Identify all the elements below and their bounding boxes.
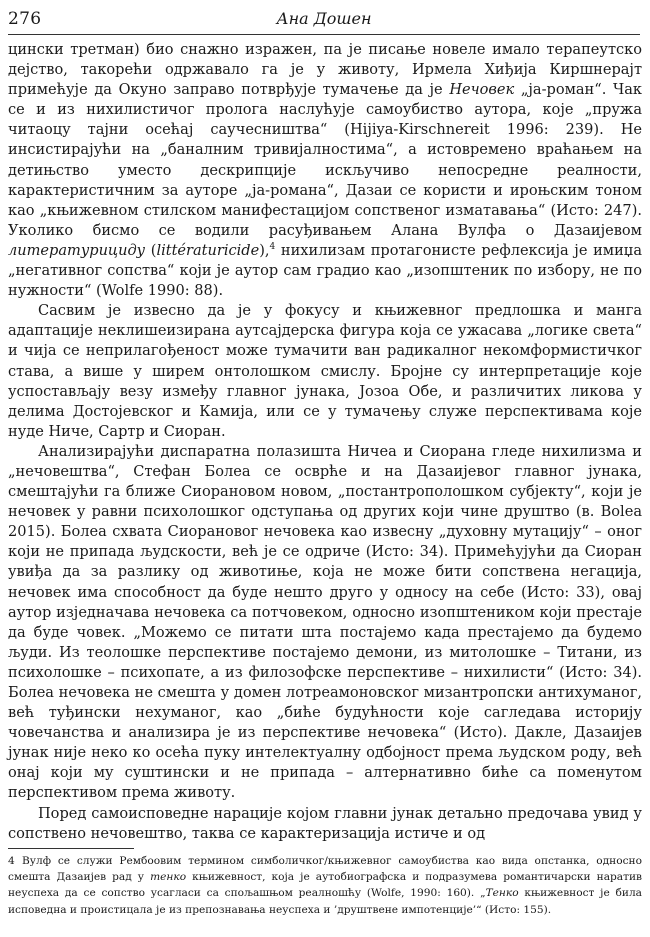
italic-text: литературициду bbox=[8, 241, 146, 259]
paragraph bbox=[8, 442, 642, 804]
paragraph bbox=[8, 40, 642, 301]
page-header bbox=[8, 4, 640, 35]
running-head-author: Ана Дошен bbox=[276, 9, 372, 28]
text-run: Сасвим је извесно да је у фокусу и књижевног предлошка и манга адаптације неклишеизирана аутсајдерска фигура која се ужасава „логике света“ и чија се неприлагођеност може тумачити ван радикалног некомформистичког става, а више у ширем онтолошком смислу. Бројне су интерпретације које успостављају везу између главног јунака, Јозоа Обе, и различитих ликова у делима Достојевског и Камија, или се у тумачењу служе перспективама које нуде Ниче, Сартр и Сиоран. bbox=[8, 302, 642, 440]
footnote-separator bbox=[8, 848, 134, 849]
italic-text: Нечовек bbox=[449, 81, 515, 99]
italic-text: Тенко bbox=[485, 887, 519, 900]
paragraph bbox=[8, 301, 642, 442]
text-run: ( bbox=[145, 241, 157, 259]
text-run: Поред самоисповедне нарације којом главни јунак детаљно предочава увид у сопствено нечовештво, таква се карактеризација истиче и од bbox=[8, 804, 642, 842]
text-run: нихилизам протагонисте рефлексија је имиџа „негативног сопства“ који је аутор сам градио као „изопштеник по избору, не по нужности“ (Wolfe 1990: 88). bbox=[8, 241, 642, 300]
text-run: цински третман) био снажно изражен, па је писање новеле имало терапеутско дејство, такорећи одржавало га је у животу, Ирмела Хиђија Киршнерајт примећује да Окуно заправо потврђује тумачење да је bbox=[8, 41, 642, 99]
page-number: 276 bbox=[8, 9, 42, 29]
text-run: Вулф се служи Рембоовим термином симболичког/књижевног самоубиства као вида опстанка, односно смешта Дазаијев рад у bbox=[8, 855, 642, 884]
footnote-number: 4 bbox=[8, 855, 15, 867]
footnotes bbox=[8, 853, 642, 918]
footnote-marker: 4 bbox=[269, 242, 276, 253]
italic-text: тенко bbox=[150, 871, 187, 884]
text-run: Анализирајући диспаратна полазишта Ничеа и Сиорана гледе нихилизма и „нечовештва“, Стефан Болеа се осврће и на Дазаијевог главног јунака, смештајући га ближе Сиорановом новом, „постантрополошком субјекту“, који је нечовек у равни психолошког одступања од других који чине друштво (в. Bolea 2015). Болеа схвата Сиорановог нечовека као извесну „духовну мутацију“ – оног који не припада људскости, већ је се одриче (Исто: 34). Примећујући да Сиоран увиђа да за разлику од животиње, која не може бити сопствена негација, нечовек има способност да буде нешто друго у односу на себе (Исто: 33), овај аутор изједначава нечовека са потчовеком, односно изопштеником који престаје да буде човек. „Можемо се питати шта постајемо када престајемо да будемо људи. Из теолошке перспективе постајемо демони, из митолошке – Титани, из психолошке – психопате, а из филозофске перспективе – нихилисти“ (Исто: 34). Болеа нечовека не смешта у домен лотреамоновског мизантропски антихуманог, већ туђински нехуманог, као „биће будућности које сагледава историју човечанства и анализира је из перспективе нечовека“ (Исто). Дакле, Дазаијев јунак није неко ко осећа пуку интелектуалну одбојност према људском роду, већ онај који му суштински и не припада – алтернативно биће са поменутом перспективом према животу. bbox=[8, 442, 642, 802]
text-run: књижевност је била исповедна и проистицала је из препознавања неуспеха и ’друштвене импотенције’“ (Исто: 155). bbox=[8, 887, 642, 916]
text-run: књижевност, која је аутобиографска и подразумева романтичарски наратив неуспеха да се сопство усагласи са спољашњом реалношћу (Wolfe, 1990: 160). „ bbox=[8, 871, 642, 900]
text-run: „ја-роман“. Чак се и из нихилистичог пролога наслућује самоубиство аутора, које „пружа читаоцу тајни осећај саучесништва“ (Hijiya-Kirschnereit 1996: 239). Не инсистирајући на „баналним тривијалностима“, а истовремено враћањем на детињство уместо дескрипције искључиво непосредне реалности, карактеристичним за ауторе „ја-романа“, Дазаи се користи и ироњским тоном као „књижевном стилском манифестацијом сопственог изматавања“ (Исто: 247). Уколико бисмо се водили расуђивањем Алана Вулфа о Дазаијевом bbox=[8, 81, 642, 239]
paragraph bbox=[8, 804, 642, 844]
body-text bbox=[8, 40, 642, 844]
italic-text: littératuricide bbox=[156, 241, 260, 259]
footnote bbox=[8, 853, 642, 918]
text-run: ), bbox=[259, 241, 270, 259]
